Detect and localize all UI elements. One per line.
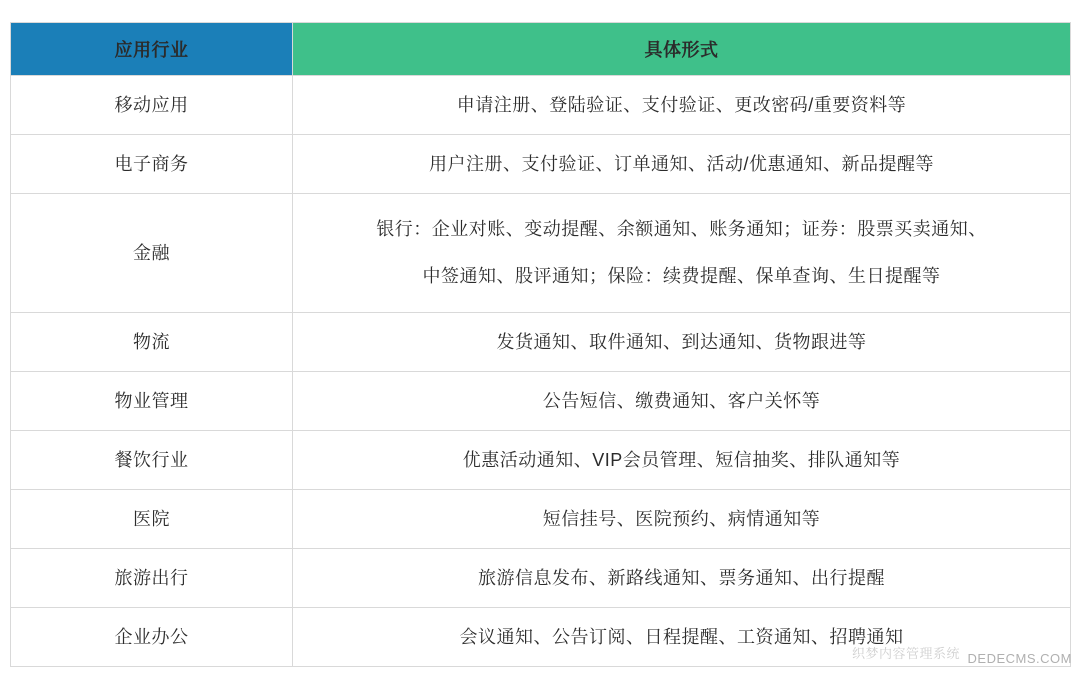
cell-industry: 旅游出行 [11, 549, 293, 608]
cell-industry: 金融 [11, 194, 293, 313]
table-row [11, 194, 1071, 313]
table-row [11, 76, 1071, 135]
table-row [11, 313, 1071, 372]
cell-industry: 医院 [11, 490, 293, 549]
table-row [11, 490, 1071, 549]
cell-form: 用户注册、支付验证、订单通知、活动/优惠通知、新品提醒等 [293, 135, 1071, 194]
cell-form: 旅游信息发布、新路线通知、票务通知、出行提醒 [293, 549, 1071, 608]
table-container [10, 22, 1070, 667]
column-header-form: 具体形式 [293, 23, 1071, 76]
table-row [11, 431, 1071, 490]
cell-form-line: 中签通知、股评通知；保险：续费提醒、保单查询、生日提醒等 [422, 266, 941, 286]
table-row [11, 372, 1071, 431]
cell-industry: 企业办公 [11, 608, 293, 667]
watermark-site-name: 织梦内容管理系统 [851, 646, 960, 661]
cell-industry: 移动应用 [11, 76, 293, 135]
cell-form: 短信挂号、医院预约、病情通知等 [293, 490, 1071, 549]
cell-form: 优惠活动通知、VIP会员管理、短信抽奖、排队通知等 [293, 431, 1071, 490]
cell-form: 公告短信、缴费通知、客户关怀等 [293, 372, 1071, 431]
table-row [11, 549, 1071, 608]
cell-industry: 物业管理 [11, 372, 293, 431]
watermark-domain: DEDECMS.COM [967, 651, 1072, 666]
header-row [11, 23, 1071, 76]
cell-form: 会议通知、公告订阅、日程提醒、工资通知、招聘通知 [293, 608, 1071, 667]
cell-industry: 物流 [11, 313, 293, 372]
cell-form-line: 银行：企业对账、变动提醒、余额通知、账务通知；证券：股票买卖通知、 [376, 219, 987, 240]
cell-industry: 电子商务 [11, 135, 293, 194]
cell-form: 发货通知、取件通知、到达通知、货物跟进等 [293, 313, 1071, 372]
cell-form [293, 194, 1071, 313]
cell-industry: 餐饮行业 [11, 431, 293, 490]
table-header [11, 23, 1071, 76]
cell-form: 申请注册、登陆验证、支付验证、更改密码/重要资料等 [293, 76, 1071, 135]
table-body [11, 76, 1071, 667]
column-header-industry: 应用行业 [11, 23, 293, 76]
industry-form-table [10, 22, 1071, 667]
table-row [11, 135, 1071, 194]
